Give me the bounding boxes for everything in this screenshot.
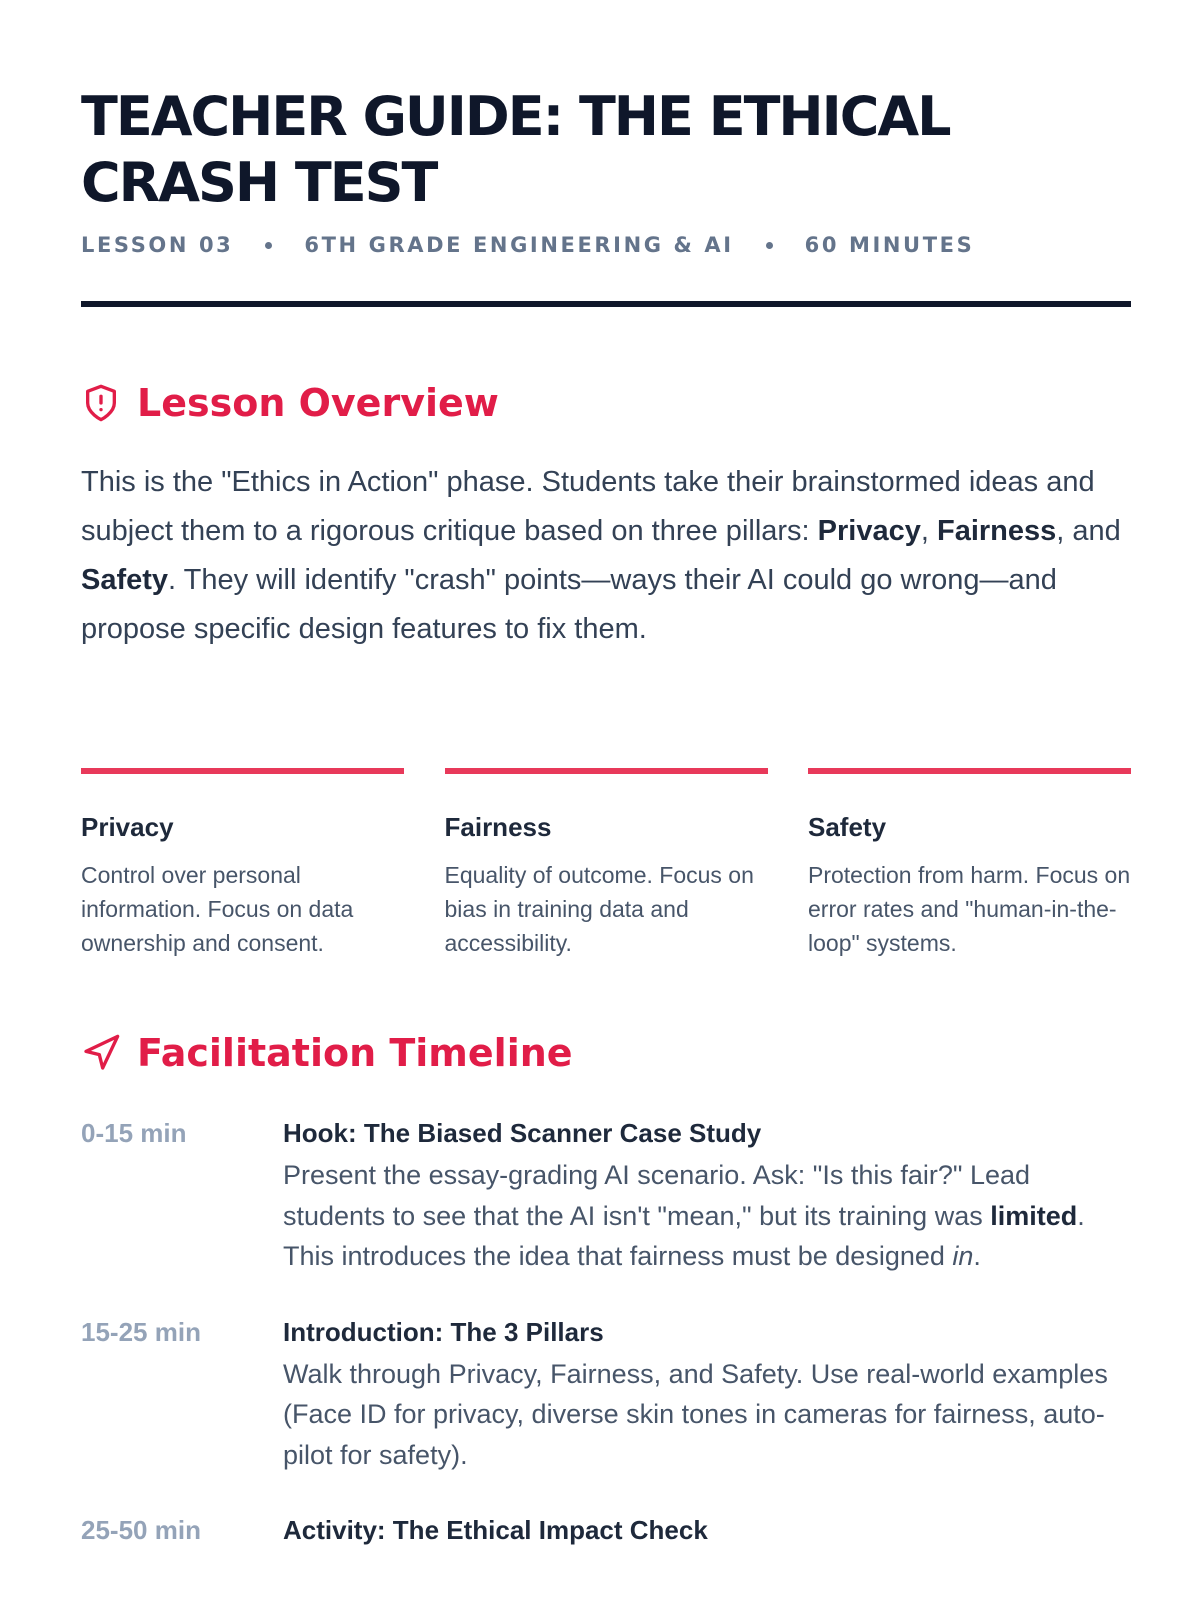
- timeline-heading: [81, 1028, 573, 1078]
- timeline-description: Walk through Privacy, Fairness, and Safety. Use real-world examples (Face ID for privacy, diverse skin tones in cameras for fairness, auto-pilot for safety).: [283, 1358, 1108, 1470]
- pillar-description: Control over personal information. Focus on data ownership and consent.: [81, 862, 354, 956]
- fairness-term: Fairness: [937, 515, 1057, 547]
- timeline-time: 25-50 min: [81, 1515, 201, 1545]
- overview-heading-label: Lesson Overview: [137, 381, 499, 425]
- timeline-heading-label: Facilitation Timeline: [137, 1031, 573, 1075]
- privacy-term: Privacy: [817, 515, 921, 547]
- lesson-meta: [81, 230, 974, 260]
- timeline-title: Hook: The Biased Scanner Case Study: [283, 1118, 762, 1148]
- timeline-body: [283, 1116, 1113, 1277]
- emphasis-in: in: [952, 1241, 974, 1271]
- pillar-description: Equality of outcome. Focus on bias in training data and accessibility.: [444, 862, 754, 956]
- timeline-item: [81, 1116, 1131, 1277]
- lesson-number: LESSON 03: [81, 233, 234, 257]
- timeline-body: [283, 1315, 1113, 1476]
- pillar-card-fairness: [445, 768, 768, 960]
- pillar-name: Privacy: [81, 812, 174, 842]
- grade-subject: 6TH GRADE ENGINEERING & AI: [304, 233, 734, 257]
- timeline-item: [81, 1513, 1131, 1547]
- timeline-time: 15-25 min: [81, 1316, 201, 1347]
- timeline-title: Introduction: The 3 Pillars: [283, 1316, 604, 1347]
- safety-term: Safety: [81, 564, 169, 596]
- pillar-card-safety: [808, 768, 1131, 960]
- timeline-body: [283, 1513, 1113, 1547]
- shield-alert-icon: [81, 383, 121, 423]
- title-divider: [81, 301, 1131, 307]
- overview-paragraph: This is the "Ethics in Action" phase. Students take their brainstormed ideas and subject them to a rigorous critique based on three pillars: Privacy, Fairness, and Safety. They will identify "crash" points—ways their AI could go wrong—and propose specific design features to fix them.: [81, 466, 1121, 645]
- timeline-list: [81, 1116, 1131, 1585]
- lesson-duration: 60 MINUTES: [804, 233, 975, 257]
- pillar-name: Fairness: [444, 812, 552, 842]
- pillars-grid: [81, 768, 1131, 960]
- pillar-description: Protection from harm. Focus on error rates and "human-in-the-loop" systems.: [808, 862, 1131, 956]
- emphasis-limited: limited: [990, 1200, 1078, 1231]
- timeline-title: Activity: The Ethical Impact Check: [283, 1515, 708, 1545]
- timeline-description: Present the essay-grading AI scenario. Ask: "Is this fair?" Lead students to see that the AI isn't "mean," but its training was limited. This introduces the idea that fairness must be designed in.: [283, 1160, 1085, 1271]
- timeline-time: 0-15 min: [81, 1118, 187, 1148]
- pillar-card-privacy: [81, 768, 404, 960]
- page-title: TEACHER GUIDE: THE ETHICAL CRASH TEST: [81, 85, 950, 214]
- pillar-name: Safety: [808, 812, 887, 842]
- meta-separator-dot: [766, 242, 773, 249]
- meta-separator-dot: [265, 242, 272, 249]
- timeline-item: [81, 1315, 1131, 1476]
- navigation-arrow-icon: [81, 1033, 121, 1073]
- overview-heading: [81, 378, 499, 428]
